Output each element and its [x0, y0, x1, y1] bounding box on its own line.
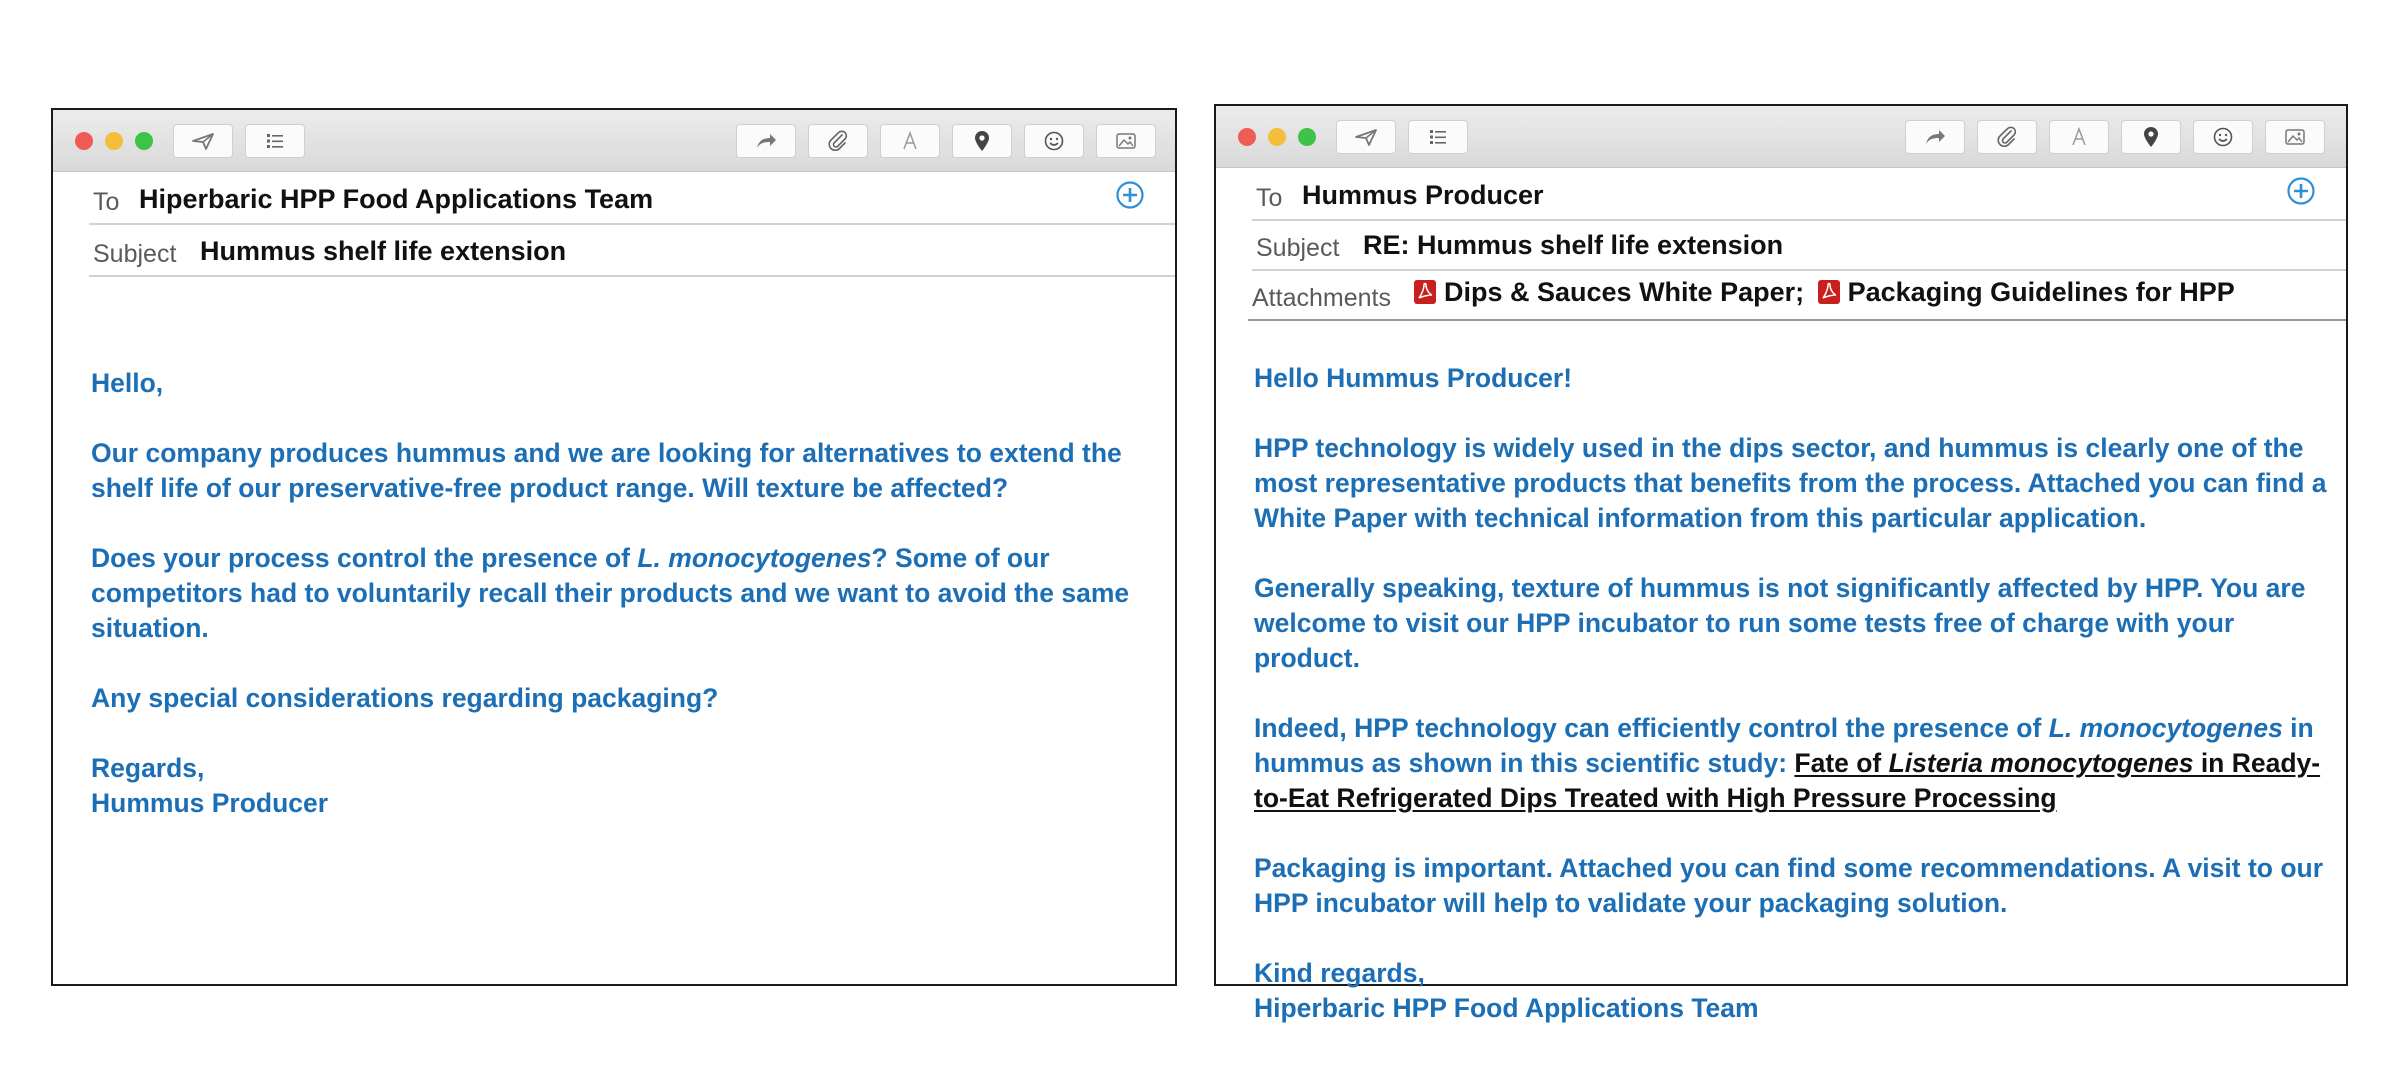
signoff [91, 751, 1166, 821]
attachment-icon [1995, 125, 2019, 149]
reply-forward-button[interactable] [1905, 120, 1965, 154]
font-icon [898, 129, 922, 153]
to-label: To [1256, 184, 1283, 212]
header-fields-button[interactable] [1408, 120, 1468, 154]
emoji-button[interactable] [1024, 124, 1084, 158]
signoff [1254, 956, 2334, 1026]
signature: Hummus Producer [91, 788, 329, 818]
body-paragraph-2: Does your process control the presence of L. monocytogenes? Some of our competitors had to voluntarily recall their products and we want to avoid the same situation. [91, 543, 1130, 643]
to-recipient[interactable]: Hiperbaric HPP Food Applications Team [139, 184, 654, 214]
body-paragraph-3: Any special considerations regarding packaging? [91, 683, 719, 713]
location-button[interactable] [2121, 120, 2181, 154]
subject-value[interactable]: Hummus shelf life extension [200, 236, 567, 266]
attachment-item[interactable] [1414, 277, 1804, 308]
attachment-item[interactable] [1818, 277, 2235, 308]
to-recipient[interactable]: Hummus Producer [1302, 180, 1544, 210]
greeting: Hello, [91, 368, 164, 398]
header-fields-button[interactable] [245, 124, 305, 158]
reply-forward-button[interactable] [736, 124, 796, 158]
subject-label: Subject [93, 240, 177, 268]
format-button[interactable] [2049, 120, 2109, 154]
window-toolbar [1216, 106, 2346, 168]
closing: Kind regards, [1254, 958, 1425, 988]
closing: Regards, [91, 753, 205, 783]
emoji-button[interactable] [2193, 120, 2253, 154]
attachment-name: Dips & Sauces White Paper; [1444, 276, 1805, 307]
pdf-icon [1414, 280, 1436, 304]
body-paragraph-3: Indeed, HPP technology can efficiently control the presence of L. monocytogenes in hummus as shown in this scientific study: Fate of Listeria monocytogenes in Ready-to-Eat Refrigerated Dips Treated with High Pressure Processing [1254, 713, 2321, 813]
to-field[interactable] [1252, 169, 2346, 221]
attachments-label: Attachments [1252, 284, 1391, 312]
signature: Hiperbaric HPP Food Applications Team [1254, 993, 1759, 1023]
location-button[interactable] [952, 124, 1012, 158]
list-icon [263, 129, 287, 153]
compose-window-left [51, 108, 1177, 986]
forward-icon [754, 129, 778, 153]
to-field[interactable] [89, 173, 1175, 225]
minimize-button[interactable] [1268, 128, 1286, 146]
body-paragraph-4: Packaging is important. Attached you can find some recommendations. A visit to our HPP incubator will help to validate your packaging solution. [1254, 853, 2324, 918]
photo-icon [1114, 129, 1138, 153]
subject-value[interactable]: RE: Hummus shelf life extension [1363, 230, 1784, 260]
window-controls [1238, 128, 1316, 146]
send-icon [191, 129, 215, 153]
study-link[interactable]: Fate of Listeria monocytogenes in Ready-to-Eat Refrigerated Dips Treated with High Pressure Processing [1254, 748, 2321, 813]
window-toolbar [53, 110, 1175, 172]
minimize-button[interactable] [105, 132, 123, 150]
location-icon [970, 129, 994, 153]
send-button[interactable] [173, 124, 233, 158]
send-icon [1354, 125, 1378, 149]
subject-field[interactable] [1252, 219, 2346, 271]
body-paragraph-1: HPP technology is widely used in the dips sector, and hummus is clearly one of the most representative products that benefits from the process. Attached you can find a White Paper with technical information from this particular application. [1254, 433, 2327, 533]
emoji-icon [1042, 129, 1066, 153]
photo-button[interactable] [1096, 124, 1156, 158]
subject-label: Subject [1256, 234, 1340, 262]
emoji-icon [2211, 125, 2235, 149]
compose-window-right [1214, 104, 2348, 1023]
zoom-button[interactable] [135, 132, 153, 150]
send-button[interactable] [1336, 120, 1396, 154]
close-button[interactable] [75, 132, 93, 150]
photo-button[interactable] [2265, 120, 2325, 154]
subject-field[interactable] [89, 225, 1175, 277]
zoom-button[interactable] [1298, 128, 1316, 146]
location-icon [2139, 125, 2163, 149]
format-button[interactable] [880, 124, 940, 158]
list-icon [1426, 125, 1450, 149]
close-button[interactable] [1238, 128, 1256, 146]
forward-icon [1923, 125, 1947, 149]
to-label: To [93, 188, 120, 216]
attachments-field [1248, 269, 2346, 321]
attachment-icon [826, 129, 850, 153]
attach-button[interactable] [808, 124, 868, 158]
photo-icon [2283, 125, 2307, 149]
body-paragraph-1: Our company produces hummus and we are looking for alternatives to extend the shelf life of our preservative-free product range. Will texture be affected? [91, 438, 1122, 503]
attachment-name: Packaging Guidelines for HPP [1847, 276, 2235, 307]
window-controls [75, 132, 153, 150]
pdf-icon [1818, 280, 1840, 304]
message-body[interactable] [91, 366, 1166, 821]
body-paragraph-2: Generally speaking, texture of hummus is not significantly affected by HPP. You are welcome to visit our HPP incubator to run some tests free of charge with your product. [1254, 573, 2306, 673]
message-body[interactable] [1254, 361, 2334, 1026]
greeting: Hello Hummus Producer! [1254, 363, 1573, 393]
attachments-list [1414, 277, 2235, 312]
font-icon [2067, 125, 2091, 149]
attach-button[interactable] [1977, 120, 2037, 154]
